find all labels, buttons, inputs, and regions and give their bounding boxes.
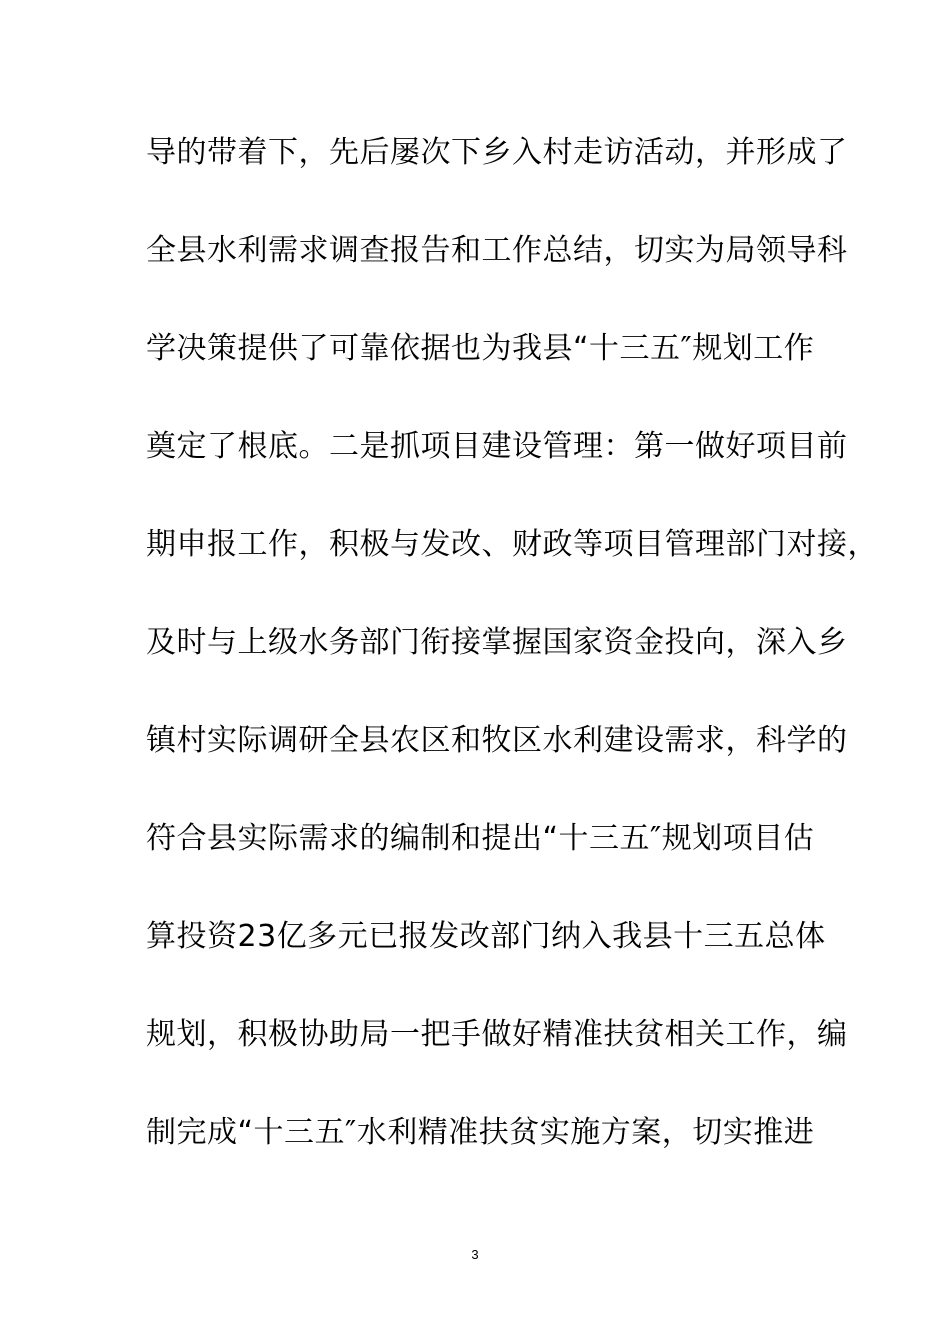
text-line: 奠定了根底。二是抓项目建设管理：第一做好项目前: [146, 429, 848, 464]
text-line: 全县水利需求调查报告和工作总结，切实为局领导科: [146, 233, 848, 268]
page-number: 3: [471, 1247, 479, 1262]
text-line: 算投资23亿多元已报发改部门纳入我县十三五总体: [146, 919, 826, 954]
text-line: 符合县实际需求的编制和提出“十三五″规划项目估: [146, 821, 815, 856]
text-line: 镇村实际调研全县农区和牧区水利建设需求，科学的: [146, 723, 848, 758]
text-line: 及时与上级水务部门衔接掌握国家资金投向，深入乡: [146, 625, 848, 660]
text-line: 规划，积极协助局一把手做好精准扶贫相关工作，编: [146, 1017, 848, 1052]
text-line: 学决策提供了可靠依据也为我县“十三五″规划工作: [146, 331, 815, 366]
body-text: [146, 126, 878, 1204]
text-line: 期申报工作，积极与发改、财政等项目管理部门对接，: [146, 527, 878, 562]
text-line: 导的带着下，先后屡次下乡入村走访活动，并形成了: [146, 135, 848, 170]
text-line: 制完成“十三五″水利精准扶贫实施方案，切实推进: [146, 1115, 815, 1150]
